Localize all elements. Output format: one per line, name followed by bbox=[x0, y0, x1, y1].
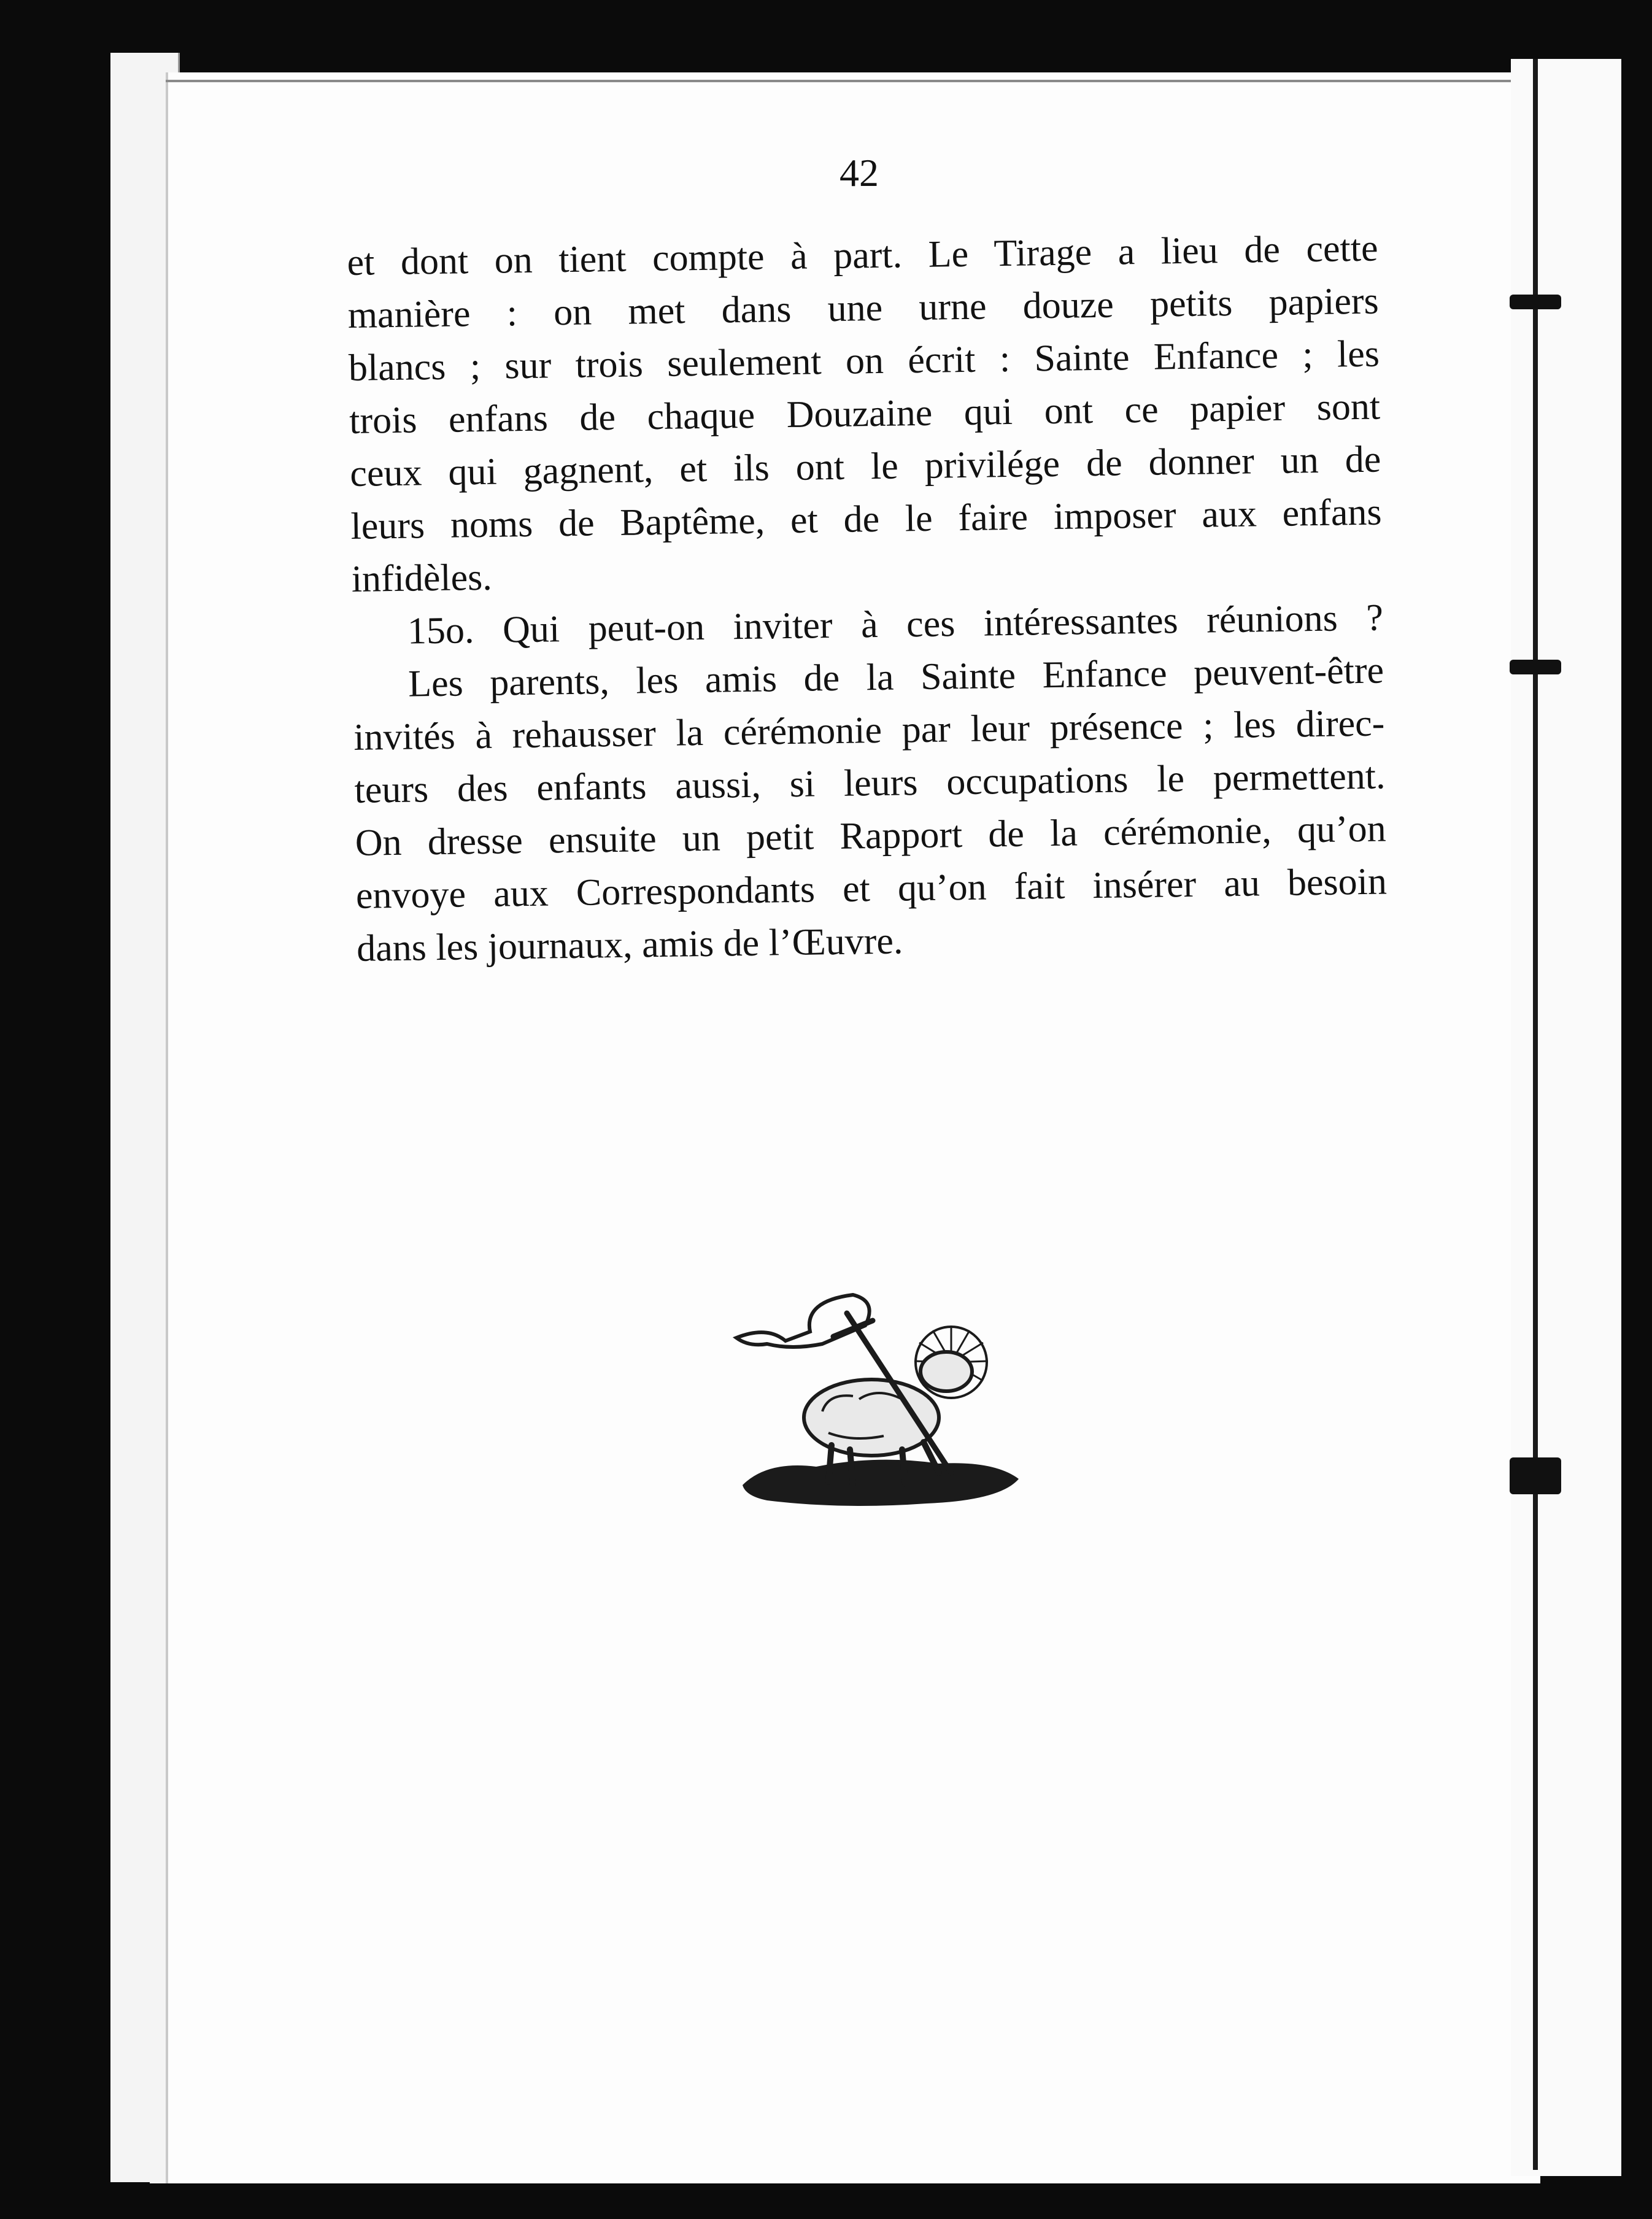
text-line: blancs ; sur trois seulement on écrit : Sainte Enfance ; les bbox=[348, 333, 1380, 389]
text-line: leurs noms de Baptême, et de le faire imposer aux enfans bbox=[350, 491, 1382, 547]
top-rule bbox=[166, 80, 1534, 82]
binding-rule bbox=[1533, 59, 1538, 2170]
text-line: envoye aux Correspondants et qu’on fait insérer au besoin bbox=[355, 860, 1388, 917]
lamb-body bbox=[804, 1380, 939, 1456]
text-line: infidèles. bbox=[351, 556, 493, 600]
binding-mark bbox=[1510, 1457, 1561, 1494]
ground bbox=[743, 1460, 1019, 1506]
lamb-head bbox=[921, 1352, 972, 1391]
text-line: et dont on tient compte à part. Le Tirage a lieu de cette bbox=[347, 227, 1378, 284]
lamb-of-god-vignette bbox=[730, 1289, 1025, 1510]
text-line: invités à rehausser la cérémonie par leur présence ; les direc- bbox=[353, 702, 1385, 758]
text-line: dans les journaux, amis de l’Œuvre. bbox=[356, 920, 903, 970]
binding-mark bbox=[1510, 660, 1561, 674]
text-line: manière : on met dans une urne douze petits papiers bbox=[347, 280, 1380, 336]
text-line: On dresse ensuite un petit Rapport de la cérémonie, qu’on bbox=[355, 808, 1387, 864]
binding-strip bbox=[1511, 59, 1621, 2176]
page-number: 42 bbox=[840, 151, 879, 195]
text-line: teurs des enfants aussi, si leurs occupations le permettent. bbox=[354, 755, 1386, 811]
text-line: trois enfans de chaque Douzaine qui ont ce papier sont bbox=[349, 385, 1381, 442]
text-line: Les parents, les amis de la Sainte Enfance peuvent-être bbox=[407, 649, 1384, 705]
binding-mark bbox=[1510, 295, 1561, 309]
question-heading: 15o. Qui peut-on inviter à ces intéressantes réunions ? bbox=[407, 596, 1384, 652]
text-line: ceux qui gagnent, et ils ont le privilége de donner un de bbox=[349, 438, 1381, 495]
body-text bbox=[347, 222, 1388, 975]
